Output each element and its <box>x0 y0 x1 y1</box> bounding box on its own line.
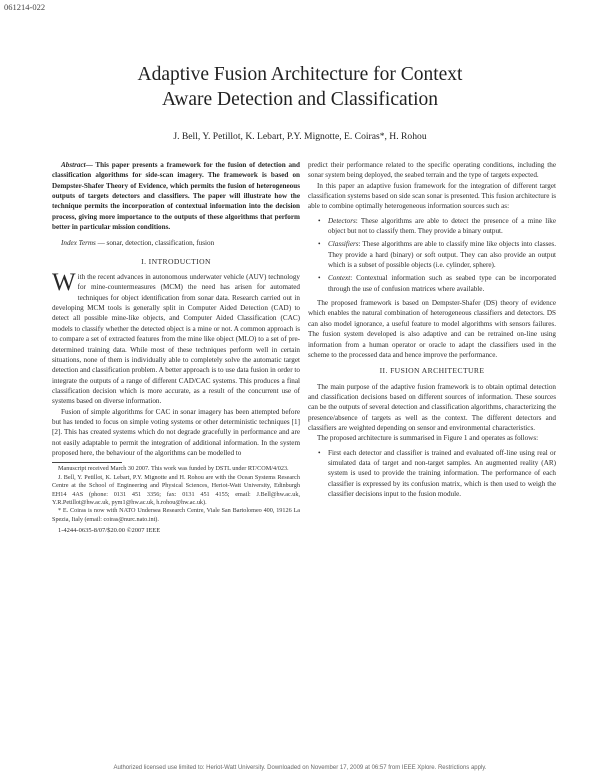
abstract-text: — This paper presents a framework for the fusion of detection and classification algorithms for side-scan imagery. The framework is based on Dempster-Shafer Theory of Evidence, which permits the fusion of heterogeneous outputs of targets detectors and classifiers. The paper will illustrate how the technique permits the incorporation of contextual information into the decision process, giving more importance to the outputs of these algorithms that perform better in particular mission conditions. <box>52 161 300 232</box>
index-terms-text: — sonar, detection, classification, fusion <box>95 239 215 248</box>
footnote-manuscript: Manuscript received March 30 2007. This work was funded by DSTL under RT/COM/4/023. <box>58 465 289 473</box>
procedure-item-training <box>318 448 556 500</box>
isbn-copyright: 1-4244-0635-8/07/$20.00 ©2007 IEEE <box>58 527 161 535</box>
list-item-detectors <box>318 216 556 237</box>
footnote-coiras: * E. Coiras is now with NATO Undersea Research Centre, Viale San Bartolomeo 400, 19126 La Spezia, Italy (email: coiras@nurc.nato.int). <box>52 507 300 523</box>
list-item-label: Classifiers <box>328 240 359 249</box>
document-id: 061214-022 <box>4 2 46 12</box>
list-item-text: First each detector and classifier is trained and evaluated off-line using real or simulated data of target and non-target samples. An augmented reality (AR) system is used to provide the training information. The performance of each classifier is expressed by its confusion matrix, which is then used to weigh the classifier decisions input to the fusion module. <box>328 448 556 498</box>
abstract-label: Abstract <box>61 161 86 169</box>
bullet-icon: • <box>318 240 321 249</box>
bullet-icon: • <box>318 448 321 457</box>
paper-title <box>40 62 560 112</box>
right-paragraph-dempster-shafer: The proposed framework is based on Dempster-Shafer (DS) theory of evidence which enables the natural combination of heterogeneous classifiers and detectors. DS can also model ignorance, a useful feature to model algorithms with sensors failures. The fusion system developed is also adaptive and can be retrained on-line using information from a human operator or oracle to adapt the classifiers used in the scheme to the processed data and hence improve the performance. <box>308 299 556 359</box>
bullet-icon: • <box>318 274 321 283</box>
intro-paragraph-1 <box>52 269 300 406</box>
right-paragraph-continued: predict their performance related to the specific operating conditions, including the sonar system being deployed, the seabed terrain and the type of targets expected. <box>308 161 556 180</box>
list-item-label: Detectors <box>328 216 356 225</box>
list-item-context <box>318 273 556 294</box>
index-terms-label: Index Terms <box>61 239 96 248</box>
footnote-divider <box>52 462 122 463</box>
list-item-text: : These algorithms are able to classify mine like objects into classes. They provide a hard (binary) or soft output. They can also provide an output which is a subset of possible objects (i.e. cylinder, sphere). <box>328 240 556 270</box>
title-line-2: Aware Detection and Classification <box>162 89 438 110</box>
author-list: J. Bell, Y. Petillot, K. Lebart, P.Y. Mignotte, E. Coiras*, H. Rohou <box>173 131 427 142</box>
left-column <box>52 160 300 536</box>
list-item-label: Context <box>328 274 351 283</box>
title-line-1: Adaptive Fusion Architecture for Context <box>137 64 463 85</box>
section-heading-introduction: I. INTRODUCTION <box>141 256 211 266</box>
bullet-icon: • <box>318 216 321 225</box>
list-item-text: : Contextual information such as seabed type can be incorporated through the use of confusion matrices where available. <box>328 274 556 293</box>
abstract <box>52 160 300 232</box>
list-item-text: : These algorithms are able to detect the presence of a mine like object but not to classify them. They provide a binary output. <box>328 216 556 236</box>
footnote-affiliation: J. Bell, Y. Petillot, K. Lebart, P.Y. Mignotte and H. Rohou are with the Ocean Systems Research Centre at the School of Engineering and Physical Sciences, Heriot-Watt University, Edinburgh EH14 4AS (phone: 0131 451 3356; fax: 0131 451 4155; email: J.Bell@hw.ac.uk, Y.R.Petillot@hw.ac.uk, pym1@hw.ac.uk, h.rohou@hw.ac.uk). <box>52 473 300 506</box>
section-heading-fusion-architecture: II. FUSION ARCHITECTURE <box>379 366 485 376</box>
list-item-classifiers <box>318 239 556 270</box>
intro-paragraph-1-text: ith the recent advances in autonomous underwater vehicle (AUV) technology for mine-countermeasures (MCM) the need has arisen for automated techniques for object identification from sonar data. Research carried out in developing MCM tools is generally split in Computer Aided Detection (CAD) to detect all possible mine-like objects, and Computer Aided Classification (CAC) models to classify whether the detected object is a mine or not. A common approach is to compare a set of extracted features from the mine like object (MLO) to a set of pre-determined training data. While most of these techniques perform well in certain situations, none of them is individually able to completely solve the automatic target detection and classification problem. A better approach is to use data fusion in order to integrate the outputs of a range of different CAD/CAC systems. This produces a final classification decision which is more accurate, as a result of the concurrent use of systems based on diverse information. <box>52 273 300 406</box>
intro-paragraph-2: Fusion of simple algorithms for CAC in sonar imagery has been attempted before but has tended to focus on simple voting systems or other deterministic techniques [1][2]. This has created systems which do not degrade gracefully in performance and are not easily adaptable to permit the integration of additional information. In the system proposed here, the behaviour of the algorithms can be modelled to <box>52 407 300 457</box>
procedure-list <box>308 448 556 500</box>
index-terms <box>52 238 300 248</box>
information-source-list <box>308 216 556 294</box>
license-footer: Authorized licensed use limited to: Heriot-Watt University. Downloaded on November 17, 2009 at 06:57 from IEEE Xplore. Restrictions apply. <box>113 765 487 771</box>
right-paragraph-framework: In this paper an adaptive fusion framework for the integration of different target classification systems based on side scan sonar is presented. This fusion architecture is able to combine optimally heterogeneous information sources such as: <box>308 181 556 211</box>
right-column <box>308 160 556 503</box>
fusion-paragraph-1: The main purpose of the adaptive fusion framework is to obtain optimal detection and classification decisions based on different sources of information. These sources can be the outputs of several detection and classification algorithms, characterizing the presence/absence of targets as well as the context. The different detectors and classifiers are weighted depending on sensor and environmental characteristics. <box>308 382 556 432</box>
drop-cap: W <box>52 269 76 297</box>
fusion-paragraph-2: The proposed architecture is summarised in Figure 1 and operates as follows: <box>317 434 539 443</box>
